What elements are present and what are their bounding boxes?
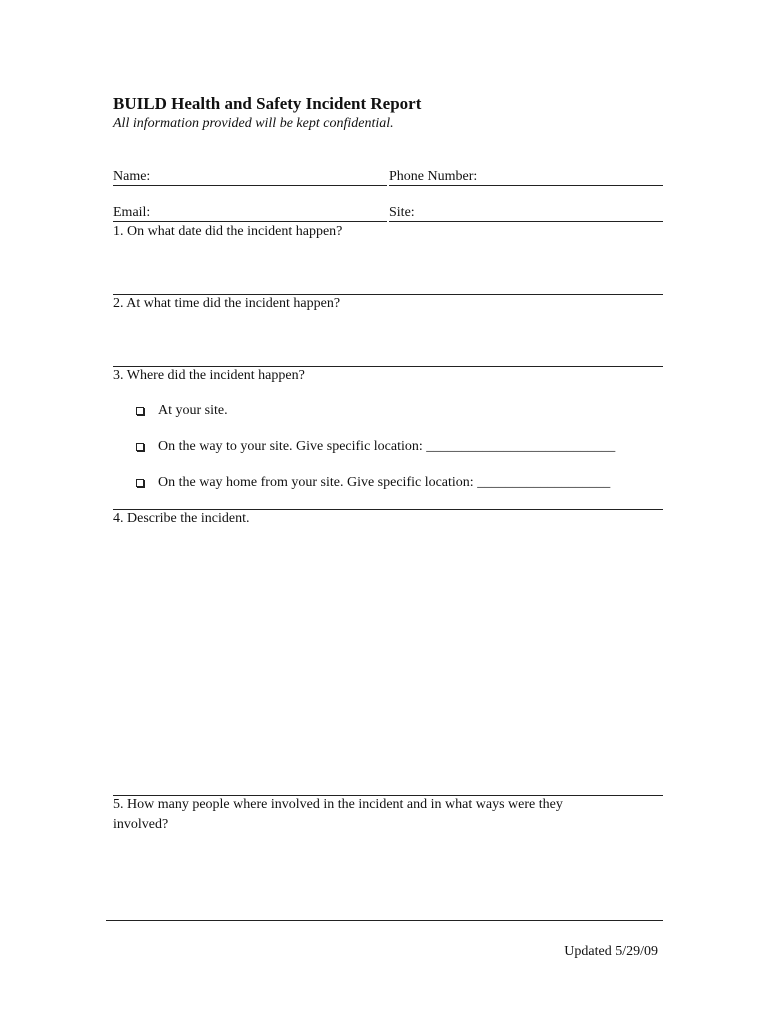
option-on-way-to-site-label: On the way to your site. Give specific location: ___________________________	[158, 439, 616, 454]
option-on-way-home-label: On the way home from your site. Give specific location: ___________________	[158, 475, 611, 490]
question-4-describe: 4. Describe the incident.	[113, 511, 250, 526]
name-label: Name:	[113, 169, 151, 184]
phone-number-label: Phone Number:	[389, 169, 478, 184]
question-3-location: 3. Where did the incident happen?	[113, 368, 305, 383]
question-5-people-involved: 5. How many people where involved in the incident and in what ways were they	[113, 797, 563, 812]
email-label: Email:	[113, 205, 151, 220]
name-field-line[interactable]	[113, 185, 387, 186]
site-label: Site:	[389, 205, 415, 220]
phone-number-field-line[interactable]	[389, 185, 663, 186]
question-5-people-involved-cont: involved?	[113, 817, 169, 832]
site-field-line[interactable]	[389, 221, 663, 222]
question-5-answer-line[interactable]	[106, 920, 663, 921]
question-2-time: 2. At what time did the incident happen?	[113, 296, 341, 311]
question-3-divider-line	[113, 509, 663, 510]
question-1-answer-line[interactable]	[113, 294, 663, 295]
question-4-answer-line[interactable]	[113, 795, 663, 796]
question-2-answer-line[interactable]	[113, 366, 663, 367]
form-title: BUILD Health and Safety Incident Report	[113, 94, 422, 113]
question-1-date: 1. On what date did the incident happen?	[113, 224, 343, 239]
checkbox-on-way-home[interactable]	[136, 479, 144, 487]
option-at-site-label: At your site.	[158, 403, 228, 418]
email-field-line[interactable]	[113, 221, 387, 222]
checkbox-on-way-to-site[interactable]	[136, 443, 144, 451]
confidentiality-note: All information provided will be kept confidential.	[113, 116, 394, 131]
updated-date: Updated 5/29/09	[564, 944, 658, 959]
checkbox-at-site[interactable]	[136, 407, 144, 415]
